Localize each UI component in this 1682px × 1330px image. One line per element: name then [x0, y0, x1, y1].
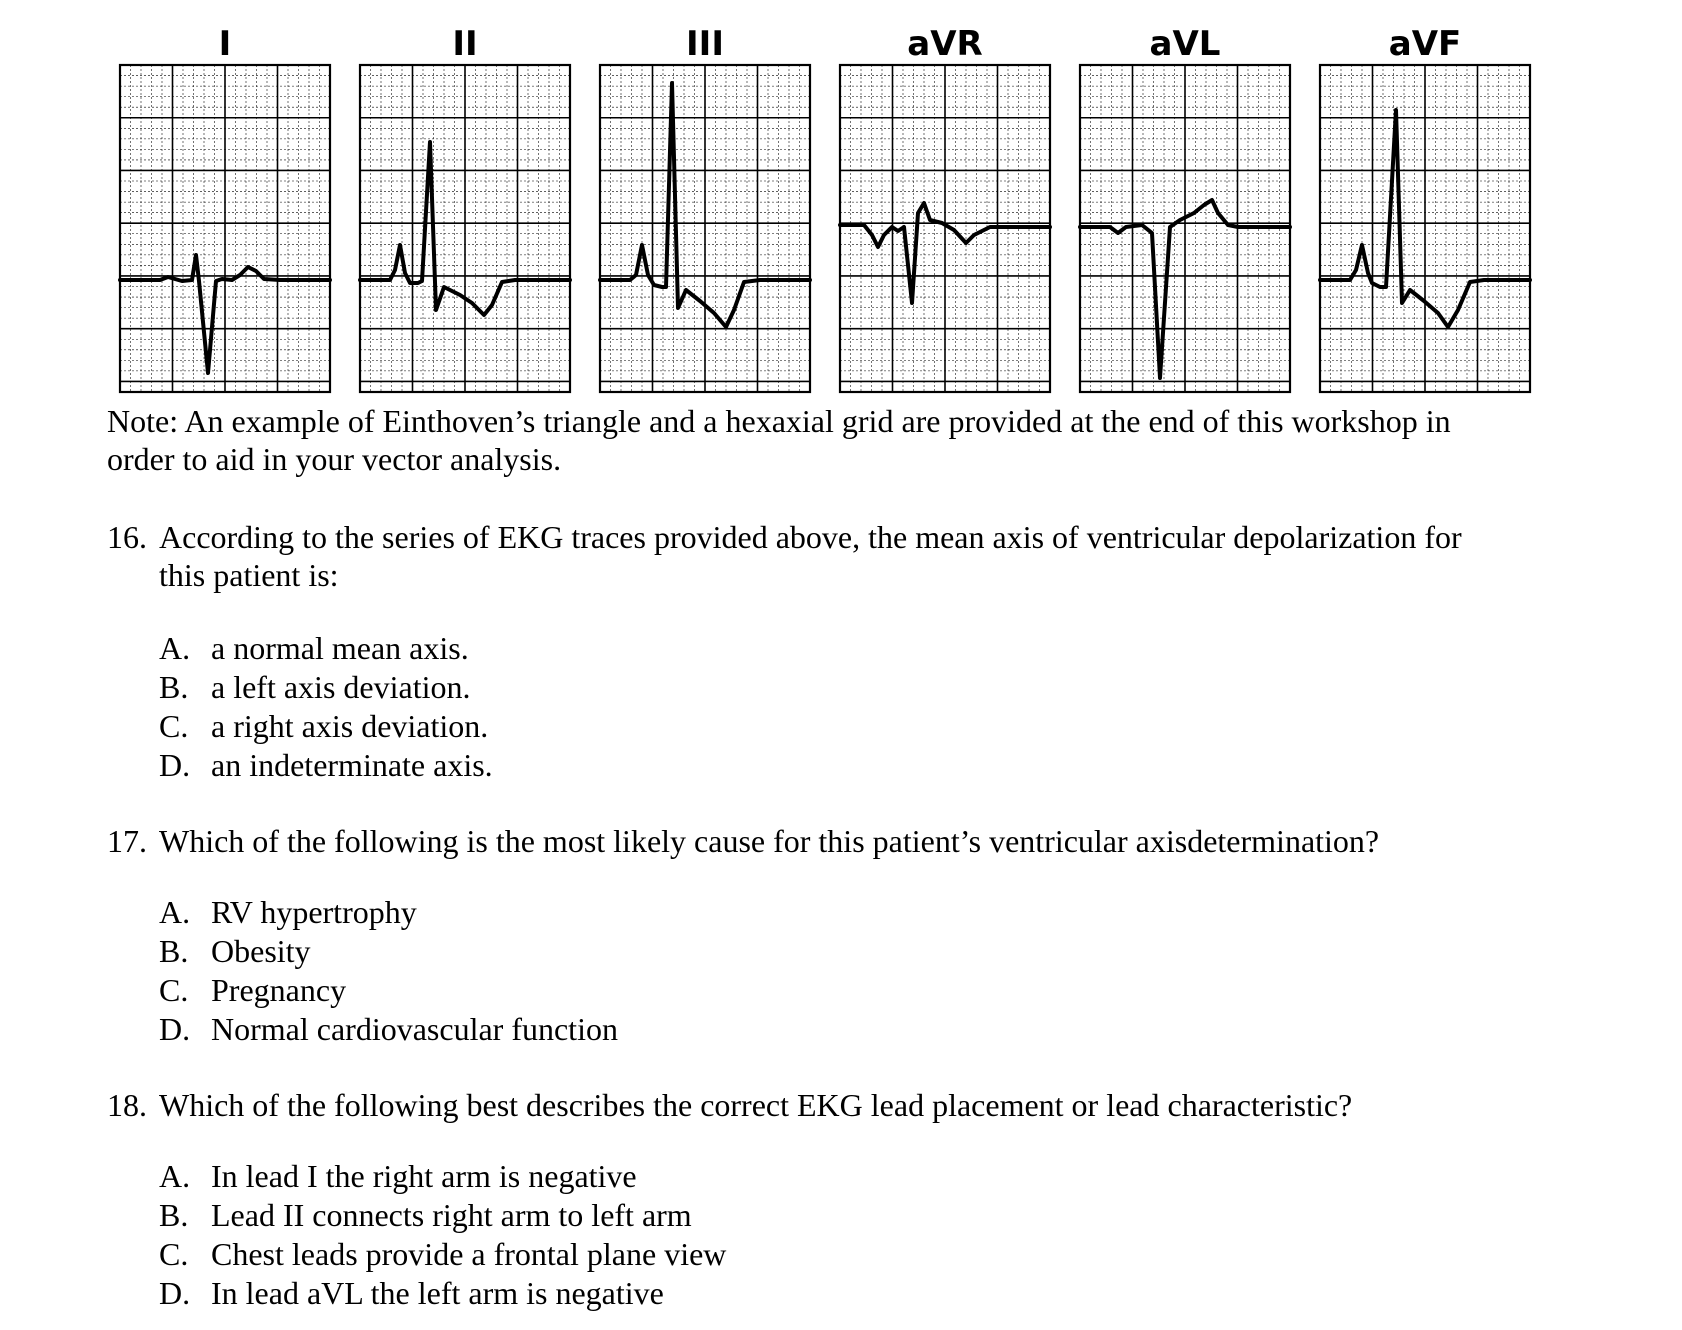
- ekg-lead-panel: [1080, 24, 1290, 392]
- ekg-grid: [120, 65, 330, 392]
- option-letter: A.: [159, 894, 191, 930]
- ekg-lead-label: aVL: [1149, 24, 1221, 64]
- ekg-lead-panel: [840, 24, 1050, 392]
- option-letter: D.: [159, 747, 191, 783]
- question-number: 18.: [107, 1087, 147, 1123]
- option-text: RV hypertrophy: [211, 894, 417, 930]
- note-paragraph: [107, 402, 1587, 478]
- question-stem: [107, 518, 1587, 594]
- option-letter: B.: [159, 933, 189, 969]
- option-letter: D.: [159, 1011, 191, 1047]
- option-letter: D.: [159, 1275, 191, 1311]
- answer-option: [159, 971, 1587, 1010]
- question-17: [107, 822, 1587, 1049]
- note-line-2: order to aid in your vector analysis.: [107, 441, 562, 477]
- option-text: In lead aVL the left arm is negative: [211, 1275, 664, 1311]
- answer-option: [159, 1196, 1587, 1235]
- ekg-lead-label: aVF: [1388, 24, 1462, 64]
- question-text: Which of the following is the most likely cause for this patient’s ventricular axisdetermination?: [159, 823, 1380, 859]
- ekg-lead-panel: [120, 24, 330, 392]
- answer-option: [159, 629, 1587, 668]
- answer-option: [159, 746, 1587, 785]
- answer-option: [159, 1010, 1587, 1049]
- document-body: [107, 402, 1587, 1313]
- question-16: [107, 518, 1587, 785]
- answer-option: [159, 1235, 1587, 1274]
- answer-options: [107, 893, 1587, 1049]
- option-text: Pregnancy: [211, 972, 347, 1008]
- ekg-lead-strip: [0, 0, 1682, 400]
- answer-option: [159, 668, 1587, 707]
- question-text: Which of the following best describes the correct EKG lead placement or lead characteristic?: [159, 1087, 1353, 1123]
- ekg-grid: [1320, 65, 1530, 392]
- option-text: Lead II connects right arm to left arm: [211, 1197, 692, 1233]
- ekg-figure: [0, 0, 1682, 400]
- answer-option: [159, 1274, 1587, 1313]
- option-text: an indeterminate axis.: [211, 747, 493, 783]
- question-text-line-2: this patient is:: [159, 557, 339, 593]
- option-text: a normal mean axis.: [211, 630, 469, 666]
- question-text-line-1: According to the series of EKG traces provided above, the mean axis of ventricular depolarization for: [159, 519, 1462, 555]
- option-text: Normal cardiovascular function: [211, 1011, 618, 1047]
- option-letter: A.: [159, 630, 191, 666]
- option-text: Obesity: [211, 933, 311, 969]
- answer-options: [107, 1157, 1587, 1313]
- ekg-lead-label: aVR: [907, 24, 983, 64]
- question-stem: [107, 1086, 1587, 1124]
- option-text: In lead I the right arm is negative: [211, 1158, 637, 1194]
- answer-option: [159, 1157, 1587, 1196]
- option-text: Chest leads provide a frontal plane view: [211, 1236, 727, 1272]
- answer-options: [107, 629, 1587, 785]
- option-letter: B.: [159, 669, 189, 705]
- option-letter: A.: [159, 1158, 191, 1194]
- question-text: [159, 518, 1587, 594]
- question-number: 16.: [107, 519, 147, 555]
- ekg-lead-label: II: [452, 24, 478, 64]
- question-18: [107, 1086, 1587, 1313]
- ekg-grid: [360, 65, 570, 392]
- question-stem: [107, 822, 1587, 860]
- question-number: 17.: [107, 823, 147, 859]
- option-letter: C.: [159, 708, 189, 744]
- option-letter: B.: [159, 1197, 189, 1233]
- option-text: a right axis deviation.: [211, 708, 489, 744]
- option-letter: C.: [159, 972, 189, 1008]
- ekg-lead-label: III: [686, 24, 724, 64]
- ekg-lead-panel: [360, 24, 570, 392]
- note-line-1: Note: An example of Einthoven’s triangle and a hexaxial grid are provided at the end of this workshop in: [107, 403, 1451, 439]
- option-text: a left axis deviation.: [211, 669, 471, 705]
- option-letter: C.: [159, 1236, 189, 1272]
- answer-option: [159, 932, 1587, 971]
- ekg-lead-panel: [1320, 24, 1530, 392]
- answer-option: [159, 707, 1587, 746]
- ekg-grid: [600, 65, 810, 392]
- ekg-lead-panel: [600, 24, 810, 392]
- answer-option: [159, 893, 1587, 932]
- ekg-lead-label: I: [218, 24, 232, 64]
